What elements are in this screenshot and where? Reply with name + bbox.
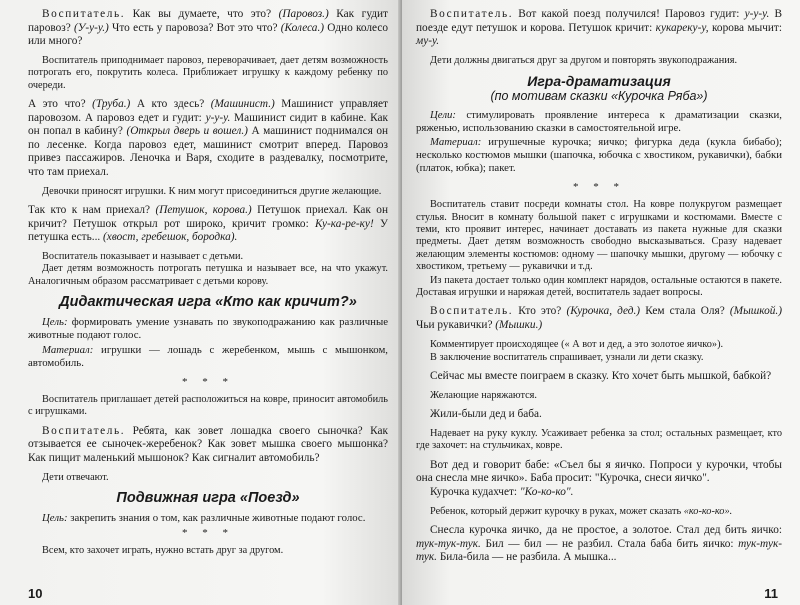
right-page — [402, 0, 800, 605]
instruction-paragraph: Всем, кто захочет играть, нужно встать друг за другом. — [42, 544, 284, 556]
answer-italic: (Открыл дверь и вошел.) — [126, 125, 248, 138]
text-run: Одно колесо или много? — [28, 21, 388, 48]
answer-italic: у-у-у. — [744, 8, 770, 20]
right-page-text — [416, 8, 782, 571]
instruction-paragraph: Дает детям возможность потрогать петушка и называет все, на что укажут. Аналогичным образом рассматривает с детьми корову. — [28, 263, 388, 287]
answer-italic: (Колеса.) — [280, 21, 325, 34]
text-run: А машинист поднимался он по лесенке. Когда паровоз едет, машинист смотрит вперед. Паровоз привез пассажиров. Леночка и Варя, сходите в раздевалку, посмотрите, что там приехал. — [28, 125, 389, 178]
instruction-paragraph: Надевает на руку куклу. Усаживает ребенка за стол; остальных размещает, кто где захочет: на стульчиках, ковре. — [416, 428, 782, 452]
answer-italic: у-у-у. — [205, 111, 231, 124]
dialogue-paragraph: Жили-были дед и баба. — [430, 408, 542, 421]
text-run: закрепить знания о том, как различные животные подают голос. — [67, 511, 366, 524]
text-run: Вот какой поезд получился! Паровоз гудит: — [513, 8, 745, 20]
text-run: А кто здесь? — [130, 98, 211, 110]
dialogue-paragraph — [416, 524, 782, 565]
instruction-paragraph — [416, 506, 782, 518]
answer-italic: (Паровоз.) — [278, 8, 329, 20]
text-run: Петушок приехал. Как он кричит? Петушок открыл рот широко, кричит громко: — [28, 203, 388, 230]
text-run: Ребята, как зовет лошадка своего сыночка? Как отзывается ее сыночек-жеребенок? Как зовет мышка своего мышонка? Как пищит маленький мышонок? Как сигналит автомобиль? — [28, 424, 388, 464]
goal-paragraph — [28, 512, 388, 525]
text-run: Чьи рукавички? — [416, 319, 496, 332]
page-number: 11 — [764, 586, 778, 601]
text-run: стимулировать проявление интереса к драматизации сказки, ряженью, использованию сказки в самостоятельной игре. — [416, 109, 782, 135]
instruction-paragraph: Дети должны двигаться друг за другом и повторять звукоподражания. — [430, 54, 738, 66]
speaker-label: Воспитатель. — [42, 424, 126, 437]
text-run: Бил — бил — не разбил. Стала баба бить яичко: — [480, 537, 739, 550]
section-divider: * * * — [573, 181, 625, 194]
answer-italic: тук-тук-тук. — [416, 537, 481, 550]
section-divider: * * * — [182, 526, 234, 539]
goal-label: Цели: — [430, 109, 457, 122]
text-run: У петушка есть... — [28, 217, 388, 244]
answer-italic: кукареку-у, — [655, 21, 709, 34]
material-paragraph — [28, 344, 388, 370]
text-run: Как гудит паровоз? — [28, 8, 388, 34]
goal-label: Цель: — [42, 315, 68, 328]
instruction-paragraph: Из пакета достает только один комплект нарядов, остальные остаются в пакете. Доставая игрушки и наряжая детей, воспитатель задает вопросы. — [416, 274, 782, 299]
section-heading: Игра-драматизация — [527, 73, 671, 90]
text-run: В поезде едут петушок и корова. Петушок кричит: — [416, 8, 782, 34]
speaker-label: Воспитатель. — [430, 305, 514, 318]
dialogue-paragraph — [416, 8, 782, 49]
text-run: А это что? — [28, 98, 93, 110]
instruction-paragraph: Комментирует происходящее (« А вот и дед, а это золотое яичко»). — [430, 338, 724, 350]
dialogue-paragraph — [416, 305, 782, 332]
dialogue-paragraph — [416, 486, 782, 500]
answer-italic: Ку-ка-ре-ку! — [315, 217, 374, 230]
text-run: игрушечные курочка; яичко; фигурка деда (кукла бибабо); несколько костюмов мышки (шапочка, юбочка с хвостиком, рукавички), бабки (платок, юбка); пакет. — [416, 136, 782, 175]
dialogue-paragraph — [28, 425, 388, 466]
answer-italic: (У-у-у.) — [74, 21, 109, 34]
answer-italic: (хвост, гребешок, бородка). — [103, 231, 238, 244]
speaker-label: Воспитатель. — [430, 8, 514, 20]
speaker-label: Воспитатель. — [42, 8, 126, 20]
text-run: Ребенок, который держит курочку в руках, может сказать — [430, 505, 684, 517]
goal-paragraph — [28, 316, 388, 342]
instruction-paragraph: Воспитатель ставит посреди комнаты стол. На ковре полукругом размещает стулья. Вносит в комнату большой пакет с игрушками и костюмами. Вместе с теми, кто проявит интерес, начинает доставать из пакета нужные для сказки предметы. Дает детям возможность свободно высказываться. Сразу надевает желающим элементы костюмов: одному — шапочку мышки, другому — юбочку с хвостиком, третьему — рукавички и т.д. — [416, 199, 782, 273]
section-heading: Подвижная игра «Поезд» — [116, 489, 300, 506]
text-run: Снесла курочка яичко, да не простое, а золотое. Стал дед бить яичко: — [430, 524, 782, 537]
section-divider: * * * — [182, 375, 234, 388]
answer-italic: му-у. — [416, 35, 440, 48]
page-number: 10 — [28, 586, 43, 601]
material-label: Материал: — [430, 136, 482, 149]
text-run: Машинист управляет паровозом. А паровоз едет и гудит: — [28, 98, 388, 124]
answer-italic: "Ко-ко-ко". — [519, 486, 574, 499]
text-run: Так кто к нам приехал? — [28, 203, 156, 216]
instruction-paragraph: Воспитатель приглашает детей расположиться на ковре, приносит автомобиль с игрушками. — [28, 393, 388, 418]
dialogue-paragraph — [28, 8, 388, 49]
answer-italic: «ко-ко-ко». — [683, 505, 733, 517]
instruction-paragraph: Желающие наряжаются. — [430, 390, 537, 402]
instruction-paragraph: Девочки приносят игрушки. К ним могут присоединиться другие желающие. — [42, 185, 382, 197]
text-run: корова мычит: — [708, 21, 782, 34]
answer-italic: (Курочка, дед.) — [566, 305, 641, 318]
text-run: Курочка кудахчет: — [430, 486, 520, 499]
text-run: игрушки — лошадь с жеребенком, мышь с мышонком, автомобиль. — [28, 343, 388, 369]
answer-italic: (Труба.) — [92, 98, 131, 110]
material-label: Материал: — [42, 343, 94, 356]
answer-italic: тук-тук-тук. — [416, 537, 782, 564]
instruction-paragraph: Дети отвечают. — [42, 471, 109, 483]
text-run: Машинист сидит в кабине. Как он попал в кабину? — [28, 111, 388, 138]
text-run: Что есть у паровоза? Вот это что? — [108, 21, 281, 34]
text-run: Била-била — не разбила. А мышка... — [437, 551, 617, 564]
text-run: Кем стала Оля? — [640, 305, 730, 318]
section-subheading: (по мотивам сказки «Курочка Ряба») — [490, 89, 708, 104]
material-paragraph — [416, 136, 782, 175]
dialogue-paragraph: Вот дед и говорит бабе: «Съел бы я яичко. Попроси у курочки, чтобы она снесла мне яичко». Баба просит: "Курочка, снеси яичко". — [416, 458, 782, 485]
goal-label: Цель: — [42, 511, 68, 524]
instruction-paragraph: Воспитатель приподнимает паровоз, переворачивает, дает детям возможность потрогать его, покрутить колеса. Приближает игрушку к каждому ребенку по очереди. — [28, 54, 388, 91]
answer-italic: (Мышкой.) — [729, 305, 782, 318]
left-page-text — [28, 8, 388, 563]
text-run: Кто это? — [513, 305, 567, 318]
text-run: формировать умение узнавать по звукоподражанию как различные животные подают голос. — [28, 315, 388, 341]
instruction-paragraph: В заключение воспитатель спрашивает, узнали ли дети сказку. — [430, 352, 704, 364]
section-heading: Дидактическая игра «Кто как кричит?» — [59, 293, 357, 310]
dialogue-paragraph — [28, 98, 388, 180]
text-run: Как вы думаете, что это? — [125, 8, 279, 20]
dialogue-paragraph — [28, 204, 388, 245]
dialogue-paragraph: Сейчас мы вместе поиграем в сказку. Кто хочет быть мышкой, бабкой? — [430, 370, 772, 383]
answer-italic: (Петушок, корова.) — [155, 203, 252, 216]
answer-italic: (Машинист.) — [210, 98, 275, 110]
goal-paragraph — [416, 109, 782, 135]
instruction-paragraph: Воспитатель показывает и называет с детьми. — [42, 250, 244, 262]
answer-italic: (Мышки.) — [495, 319, 543, 332]
